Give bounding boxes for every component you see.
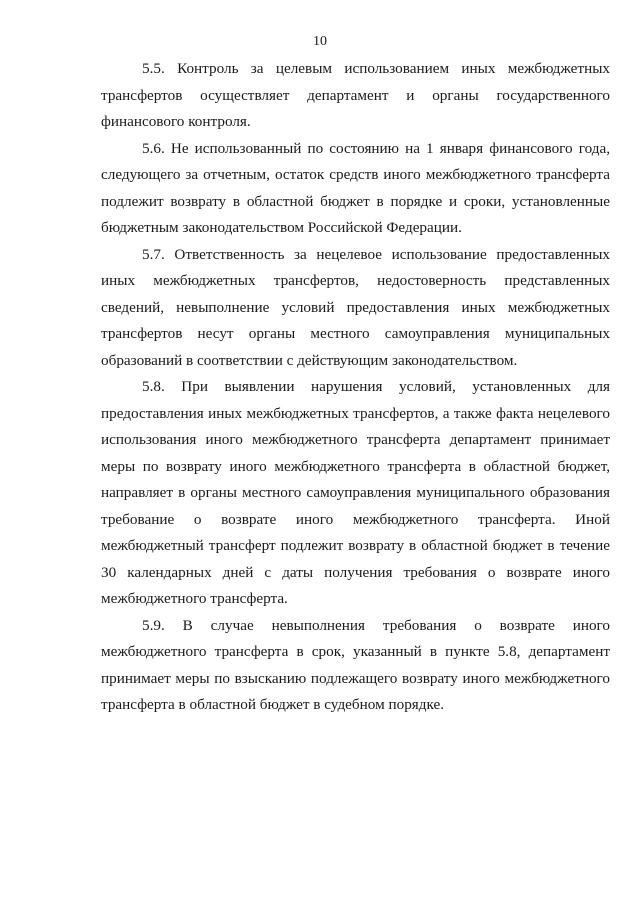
paragraph-5-6: 5.6. Не использованный по состоянию на 1 января финансового года, следующего за отчетным, остаток средств иного межбюджетного трансферта подлежит возврату в областной бюджет в порядке и сроки, установленные бюджетным законодательством Российской Федерации.	[101, 139, 610, 236]
document-body	[101, 56, 610, 719]
paragraph-5-9: 5.9. В случае невыполнения требования о возврате иного межбюджетного трансферта в срок, указанный в пункте 5.8, департамент принимает меры по взысканию подлежащего возврату иного межбюджетного трансферта в областной бюджет в судебном порядке.	[101, 616, 610, 713]
page-number: 10	[313, 34, 327, 49]
paragraph-5-8: 5.8. При выявлении нарушения условий, установленных для предоставления иных межбюджетных трансфертов, а также факта нецелевого использования иного межбюджетного трансферта департамент принимает меры по возврату иного межбюджетного трансферта в областной бюджет, направляет в органы местного самоуправления муниципального образования требование о возврате иного межбюджетного трансферта. Иной межбюджетный трансферт подлежит возврату в областной бюджет в течение 30 календарных дней с даты получения требования о возврате иного межбюджетного трансферта.	[101, 378, 610, 607]
paragraph-5-7: 5.7. Ответственность за нецелевое использование предоставленных иных межбюджетных трансфертов, недостоверность представленных сведений, невыполнение условий предоставления иных межбюджетных трансфертов несут органы местного самоуправления муниципальных образований в соответствии с действующим законодательством.	[101, 245, 610, 369]
paragraph-5-5: 5.5. Контроль за целевым использованием иных межбюджетных трансфертов осуществляет департамент и органы государственного финансового контроля.	[101, 60, 610, 130]
